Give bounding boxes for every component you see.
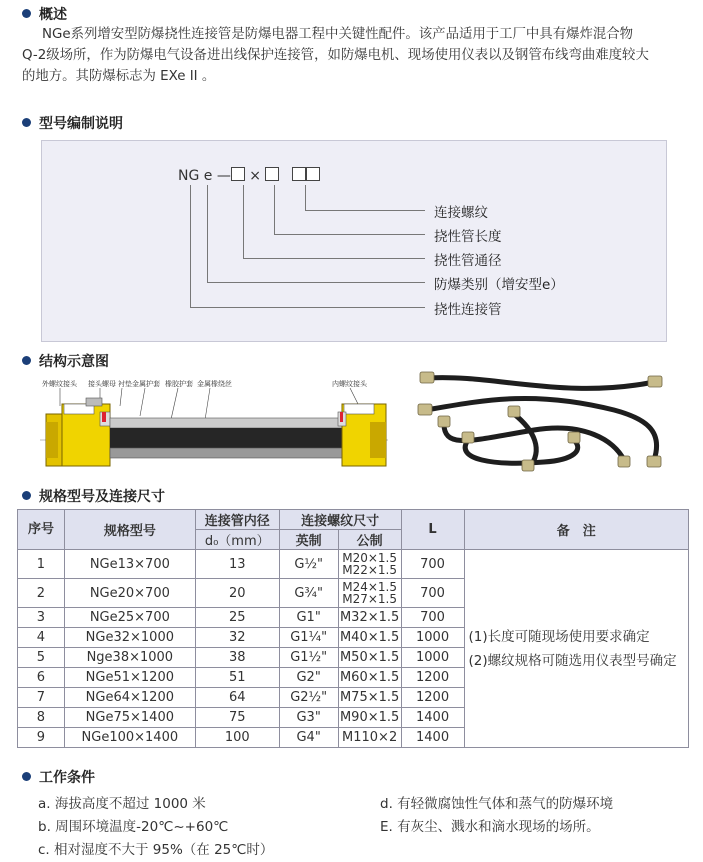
diameter-box [231, 167, 245, 181]
cell-model: NGe13×700 [64, 550, 195, 579]
table-row [18, 550, 689, 579]
cell-length: 1200 [401, 688, 464, 708]
cell-no: 9 [18, 728, 65, 748]
cell-no: 6 [18, 668, 65, 688]
cell-length: 700 [401, 550, 464, 579]
note-line: (2)螺纹规格可随选用仪表型号确定 [468, 652, 677, 669]
cell-imperial: G4" [279, 728, 338, 748]
overview-line: NGe系列增安型防爆挠性连接管是防爆电器工程中关键性配件。该产品适用于工厂中具有爆炸混合物 [42, 27, 634, 42]
cell-metric: M75×1.5 [338, 688, 401, 708]
cell-model: NGe25×700 [64, 608, 195, 628]
cell-length: 700 [401, 608, 464, 628]
header-length: L [401, 510, 464, 550]
cell-no: 8 [18, 708, 65, 728]
cell-model: NGe100×1400 [64, 728, 195, 748]
bullet-icon [22, 491, 31, 500]
header-thread: 连接螺纹尺寸 [279, 510, 401, 530]
cell-length: 1200 [401, 668, 464, 688]
header-metric: 公制 [338, 530, 401, 550]
cell-metric: M32×1.5 [338, 608, 401, 628]
label-female-fitting: 内螺纹接头 [332, 380, 367, 388]
label-male-fitting: 外螺纹接头 [42, 380, 77, 388]
thread-box [292, 167, 306, 181]
cell-imperial: G½" [279, 550, 338, 579]
cell-metric: M24×1.5 M27×1.5 [338, 579, 401, 608]
cell-model: Nge38×1000 [64, 648, 195, 668]
header-model: 规格型号 [64, 510, 195, 550]
label-gasket: 衬垫 [118, 380, 132, 388]
cell-model: NGe75×1400 [64, 708, 195, 728]
cell-diameter: 75 [195, 708, 279, 728]
structure-diagram [40, 376, 390, 476]
cell-imperial: G1¼" [279, 628, 338, 648]
cell-imperial: G2" [279, 668, 338, 688]
model-heading: 型号编制说明 [22, 113, 123, 133]
label-thread: 连接螺纹 [434, 205, 488, 221]
overview-line: Q-2级场所，作为防爆电气设备进出线保护连接管，如防爆电机、现场使用仪表以及钢管布线弯曲难度较大 [22, 48, 649, 63]
cell-no: 3 [18, 608, 65, 628]
cell-diameter: 51 [195, 668, 279, 688]
cell-metric: M110×2 [338, 728, 401, 748]
cell-model: NGe64×1200 [64, 688, 195, 708]
cell-imperial: G2½" [279, 688, 338, 708]
cell-diameter: 100 [195, 728, 279, 748]
bullet-icon [22, 356, 31, 365]
cell-model: NGe51×1200 [64, 668, 195, 688]
model-code-dash: — [216, 168, 231, 184]
cell-model: NGe32×1000 [64, 628, 195, 648]
bullet-icon [22, 772, 31, 781]
cell-no: 1 [18, 550, 65, 579]
cell-imperial: G1" [279, 608, 338, 628]
model-code [178, 167, 320, 184]
label-nut: 接头螺母 [88, 380, 116, 388]
cell-imperial: G¾" [279, 579, 338, 608]
label-length: 挠性管长度 [434, 229, 502, 245]
cell-no: 5 [18, 648, 65, 668]
conditions-heading: 工作条件 [22, 767, 95, 787]
length-box [265, 167, 279, 181]
cell-metric: M90×1.5 [338, 708, 401, 728]
condition-d: d. 有轻微腐蚀性气体和蒸气的防爆环境 [380, 796, 614, 812]
header-note: 备 注 [464, 510, 688, 550]
label-metal-sheath: 金属护套 [132, 380, 160, 388]
cell-diameter: 13 [195, 550, 279, 579]
cell-length: 1000 [401, 628, 464, 648]
header-diameter: 连接管内径 [195, 510, 279, 530]
condition-c: c. 相对湿度不大于 95%（在 25℃时） [38, 842, 274, 858]
condition-b: b. 周围环境温度-20℃~+60℃ [38, 819, 229, 835]
structure-heading: 结构示意图 [22, 351, 109, 371]
cell-diameter: 38 [195, 648, 279, 668]
spec-heading: 规格型号及连接尺寸 [22, 486, 165, 506]
cell-imperial: G1½" [279, 648, 338, 668]
cell-length: 700 [401, 579, 464, 608]
cell-diameter: 25 [195, 608, 279, 628]
cell-model: NGe20×700 [64, 579, 195, 608]
label-rubber-sheath: 橡胶护套 [165, 380, 193, 388]
overview-heading: 概述 [22, 4, 67, 24]
header-diameter-unit: d₀（mm） [195, 530, 279, 550]
cell-length: 1000 [401, 648, 464, 668]
cell-metric: M50×1.5 [338, 648, 401, 668]
cell-no: 2 [18, 579, 65, 608]
notes-cell [464, 550, 688, 748]
cell-length: 1400 [401, 708, 464, 728]
header-imperial: 英制 [279, 530, 338, 550]
condition-a: a. 海拔高度不超过 1000 米 [38, 796, 206, 812]
label-diameter: 挠性管通径 [434, 253, 502, 269]
product-photo [414, 370, 676, 474]
cell-length: 1400 [401, 728, 464, 748]
bullet-icon [22, 118, 31, 127]
cell-diameter: 20 [195, 579, 279, 608]
overview-paragraph [22, 24, 687, 87]
label-category: 防爆类别（增安型e） [434, 277, 564, 293]
model-code-prefix: NG e [178, 168, 213, 184]
condition-e: E. 有灰尘、溅水和滴水现场的场所。 [380, 819, 600, 835]
note-line: (1)长度可随现场使用要求确定 [468, 628, 650, 645]
label-hose: 挠性连接管 [434, 302, 502, 318]
cell-diameter: 32 [195, 628, 279, 648]
cell-no: 7 [18, 688, 65, 708]
thread-box [306, 167, 320, 181]
cell-metric: M60×1.5 [338, 668, 401, 688]
bullet-icon [22, 9, 31, 18]
overview-line: 的地方。其防爆标志为 EXe II 。 [22, 69, 216, 84]
cell-no: 4 [18, 628, 65, 648]
cell-diameter: 64 [195, 688, 279, 708]
model-code-times: × [249, 168, 262, 184]
label-braid: 金属橡绕丝 [197, 380, 232, 388]
header-no: 序号 [18, 510, 65, 550]
cell-metric: M20×1.5 M22×1.5 [338, 550, 401, 579]
cell-metric: M40×1.5 [338, 628, 401, 648]
spec-table [17, 509, 689, 748]
model-diagram [41, 140, 667, 342]
cell-imperial: G3" [279, 708, 338, 728]
